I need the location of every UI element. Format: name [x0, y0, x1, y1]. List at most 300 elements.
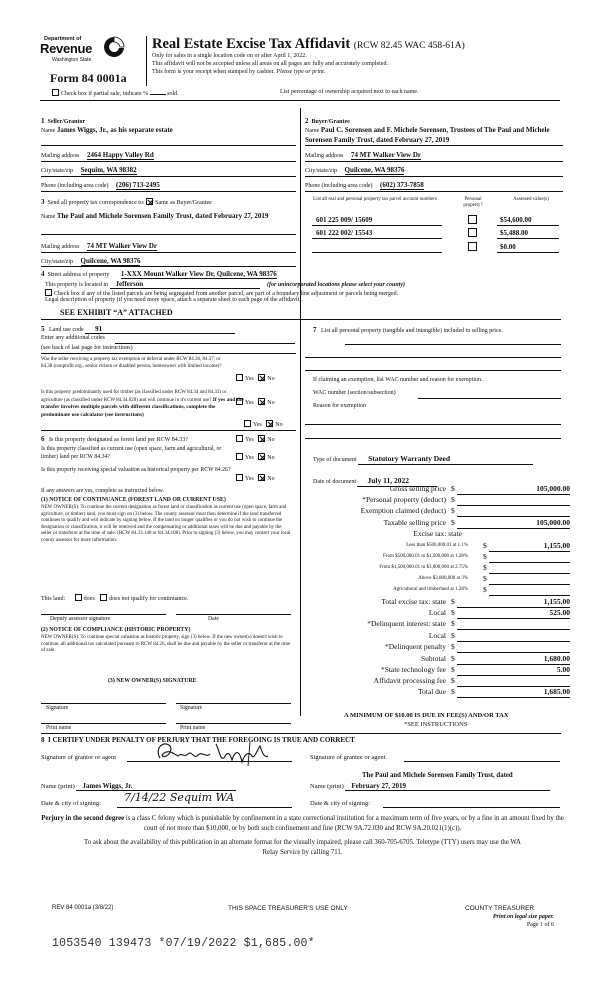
- tax-corr-name-row: [41, 212, 296, 222]
- personal-property-checkbox[interactable]: [468, 242, 477, 251]
- parcel-header-assessed: Assessed value(s): [513, 197, 549, 202]
- yes-label: Yes: [245, 455, 254, 461]
- calc-row: [305, 655, 570, 665]
- property-addr-row: [41, 270, 277, 279]
- seller-name-rule: [41, 145, 296, 146]
- perjury-text: is a class C felony which is punishable by confinement in a state correctional institution for a maximum term of five years, or by a fine in an amount fixed by the court of not more than $10,000, or by both such confinement and fine (RCW 9A.72.030 and RCW 9A.20.021(1)(c)).: [124, 815, 564, 832]
- calc-row: [305, 609, 570, 619]
- parcel-rule: [312, 238, 442, 239]
- property-loc-note: (for unincorporated locations please select your county): [267, 282, 405, 288]
- forest-no-checkbox[interactable]: [258, 435, 265, 442]
- seller-phone[interactable]: (206) 713-2495: [115, 181, 160, 189]
- dollar-sign: $: [451, 506, 455, 515]
- segregation-label: Check box if any of the listed parcels are being segregated from another parcel, are part of a boundary line adjustment or parcels being merged.: [54, 291, 399, 297]
- seller-mail-label: Mailing address: [41, 153, 80, 159]
- parcel-value[interactable]: $54,600.00: [500, 216, 532, 224]
- parcel-rule: [312, 225, 442, 226]
- seller-phone-rule: [41, 191, 296, 192]
- segregation-checkbox[interactable]: [45, 289, 52, 296]
- seller-name-row: [41, 126, 296, 135]
- buyer-city-row: [305, 166, 404, 175]
- logo-revenue: Revenue: [40, 41, 93, 56]
- grantor-date-label: Date & city of signing:: [41, 800, 101, 807]
- calc-row: [305, 575, 570, 585]
- dollar-sign: $: [451, 597, 455, 606]
- tax-corr-name[interactable]: The Paul and Michele Sorensen Family Trust, dated February 27, 2019: [56, 212, 269, 220]
- parcel-header-numbers: List all real and personal property tax parcel account numbers: [313, 197, 437, 202]
- owner-print-label: Print name: [180, 725, 206, 731]
- tax-corr-name-rule: [41, 234, 296, 235]
- calc-label: Taxable selling price: [383, 518, 446, 527]
- calc-value[interactable]: 1,685.00: [543, 687, 570, 696]
- owner-print-rule: [176, 723, 291, 724]
- personal-property-checkbox[interactable]: [468, 215, 477, 224]
- parcel-row[interactable]: 601 222 002/ 15543: [316, 229, 373, 237]
- does-qualify-checkbox[interactable]: [75, 594, 82, 601]
- land-use-label: Land use code: [49, 327, 84, 333]
- parcel-value-rule: [497, 252, 559, 253]
- partial-sale-checkbox[interactable]: [52, 89, 59, 96]
- dor-logo: [40, 36, 140, 70]
- deputy-sig-label: Deputy assessor signature: [50, 616, 111, 622]
- parcel-value-rule: [497, 225, 559, 226]
- header-note-2: This affidavit will not be accepted unless all areas on all pages are fully and accurately completed.: [152, 61, 388, 67]
- parcel-header-personal: Personal property?: [463, 197, 483, 208]
- buyer-num: 2: [305, 117, 309, 125]
- calc-label: From $500,000.01 to $1,500,000 at 1.28%: [383, 554, 468, 559]
- grantor-date-row: [41, 800, 101, 807]
- logo-swoosh-icon: [102, 36, 126, 58]
- calc-rule: [457, 528, 570, 529]
- buyer-heading: [305, 117, 350, 126]
- tax-corr-mail-rule: [41, 252, 296, 253]
- calc-label: Less than $500,000.01 at 1.1%: [406, 543, 468, 548]
- this-land-row: [41, 594, 188, 603]
- buyer-mail[interactable]: 74 MT Walker View Dr: [351, 151, 421, 159]
- exemption-deferral-question: Was the seller receiving a property tax exemption or deferral under RCW 84.36, 84.37, or 84.38 (nonprofit org., senior citizen or disabled person, homeowner with limited income)?: [41, 357, 222, 369]
- calc-label: Total excise tax: state: [381, 597, 446, 606]
- buyer-name-row: [305, 126, 563, 145]
- exemption-claim-label: If claiming an exemption, list WAC number and reason for exemption.: [313, 377, 483, 383]
- buyer-mail-row: [305, 151, 421, 160]
- calc-row: [305, 666, 570, 676]
- seller-phone-label: Phone (including area code): [41, 183, 109, 189]
- owner-sig-label: Signature: [180, 705, 203, 711]
- doc-date[interactable]: July 11, 2022: [357, 477, 437, 487]
- sec7-label-text: List all personal property (tangible and intangible) included in selling price.: [321, 328, 503, 334]
- header-divider: [146, 36, 147, 86]
- dollar-sign: $: [483, 552, 487, 561]
- wac-number-field: [418, 398, 561, 399]
- grantee-name-row: [310, 782, 550, 791]
- exemption-yes-no: [236, 374, 275, 383]
- grantee-sig-rule: [404, 761, 560, 762]
- calc-value[interactable]: 105,000.00: [536, 484, 570, 493]
- forest-yes-no: [236, 435, 275, 444]
- no-label: No: [275, 422, 283, 428]
- grantor-name[interactable]: James Wiggs, Jr.: [76, 782, 236, 791]
- dollar-sign: $: [483, 563, 487, 572]
- header-rule: [40, 100, 560, 101]
- calc-row: [305, 688, 570, 698]
- tax-corr-city-rule: [41, 266, 296, 267]
- calc-rule: [457, 641, 570, 642]
- calc-row: [305, 598, 570, 608]
- additional-codes-rule: [115, 343, 295, 344]
- calc-rule: [457, 516, 570, 517]
- calc-label: Local: [428, 631, 446, 640]
- sec7-end-rule: [41, 733, 561, 734]
- forest-question: [41, 435, 188, 444]
- calc-row: [305, 542, 570, 552]
- no-label: No: [267, 376, 275, 382]
- calc-rule: [457, 664, 570, 665]
- does-label: does: [83, 596, 95, 602]
- calc-row: [305, 643, 570, 653]
- grantee-name-line1[interactable]: The Paul and Michele Sorensen Family Trust, dated: [362, 772, 513, 779]
- historic-no-checkbox[interactable]: [258, 474, 265, 481]
- buyer-city[interactable]: Quilcene, WA 98376: [344, 166, 405, 174]
- personal-property-rule: [305, 357, 561, 358]
- timber-question-text: Is this property predominantly used for timber (as classified under RCW 84.34 and 84.33) or agriculture (as classified under RCW 84.34.020) and will continue in it's current use?: [41, 390, 227, 403]
- tax-corr-city[interactable]: Quilcene, WA 98376: [80, 257, 141, 265]
- calc-value[interactable]: 105,000.00: [536, 518, 570, 527]
- partial-sale-row: [52, 89, 179, 98]
- calc-rule: [489, 595, 570, 596]
- sec7-num: 7: [313, 326, 317, 334]
- owner-sig-label: Signature: [46, 705, 69, 711]
- grantor-signature[interactable]: [150, 738, 275, 768]
- sec8-num: 8: [41, 736, 45, 744]
- accessibility-notice: To ask about the availability of this publication in an alternate format for the visually impaired, please call 360-705-6705. Teletype (TTY) users may use the WA Relay Service by calling 711.: [84, 839, 521, 856]
- historic-yes-checkbox[interactable]: [236, 474, 243, 481]
- seller-name-label: Name: [41, 128, 56, 134]
- dollar-sign: $: [451, 518, 455, 527]
- yes-label: Yes: [245, 400, 254, 406]
- parcel-value[interactable]: $5,488.00: [500, 229, 528, 237]
- predominant-yes-checkbox[interactable]: [244, 420, 251, 427]
- grantor-date-city[interactable]: 7/14/22 Sequim WA: [124, 791, 235, 804]
- exemption-reason-field: [305, 424, 561, 425]
- property-loc-label: This property is located in: [45, 282, 108, 288]
- calc-value[interactable]: 5.00: [556, 665, 570, 674]
- no-label: No: [267, 400, 275, 406]
- form-title: [152, 36, 465, 53]
- land-use-row: [41, 325, 235, 334]
- calc-row: [305, 496, 570, 506]
- owner-sig-rule: [41, 703, 166, 704]
- tax-corr-num: 3: [41, 198, 45, 206]
- timber-yes-no-a: [236, 398, 275, 407]
- timber-question-bold: If yes and the transfer involves multiple parcels with different classifications, complete the predominate use calculator (see instructions): [41, 396, 244, 418]
- calc-label: Local: [428, 608, 446, 617]
- buyer-mail-label: Mailing address: [305, 153, 344, 159]
- form-statute: (RCW 82.45 WAC 458-61A): [353, 41, 465, 51]
- dollar-sign: $: [451, 642, 455, 651]
- yes-label: Yes: [245, 437, 254, 443]
- parcel-row[interactable]: 601 225 009/ 15609: [316, 216, 373, 224]
- partial-pct-field[interactable]: [150, 94, 166, 95]
- dollar-sign: $: [451, 619, 455, 628]
- calc-row: [305, 564, 570, 574]
- seller-mail-row: [41, 151, 154, 160]
- calc-rule: [457, 618, 570, 619]
- tax-corr-city-label: City/state/zip: [41, 259, 73, 265]
- partial-sold-label: sold.: [167, 91, 179, 97]
- revision: REV 84 0001a (3/8/22): [52, 905, 114, 911]
- doc-type-label: Type of document: [313, 457, 357, 463]
- header-note-3-italic: Please type or print.: [276, 69, 326, 75]
- grantee-name-label: Name (print): [310, 783, 344, 790]
- dollar-sign: $: [483, 585, 487, 594]
- continuance-text: NEW OWNER(S): To continue the current designation as forest land or classification as current use (open space, farm and agriculture, or timber) land, you must sign on (3) below. The county assessor must then determine if the land transferred continues to qualify and will indicate by signing below. If the land no longer qualifies or you do not wish to continue the designation or classification, it will be removed and the compensating or additional taxes will be due and payable by the seller or transferor at the time of sale. (RCW 84.33.140 or 84.34.108). Prior to signing (3) below, you may contact your local county assessor for more information.: [41, 505, 291, 543]
- grantor-name-label: Name (print): [41, 783, 75, 790]
- treasurer-stamp: 1053540 139473 *07/19/2022 $1,685.00*: [52, 937, 315, 950]
- owner-print-label: Print name: [46, 725, 72, 731]
- new-owner-sig-title: (3) NEW OWNER(S) SIGNATURE: [108, 678, 197, 684]
- sec5-rule: [41, 353, 296, 354]
- legal-desc-value[interactable]: SEE EXHIBIT “A” ATTACHED: [60, 308, 173, 317]
- personal-property-rule: [345, 344, 561, 345]
- calc-rule: [457, 652, 570, 653]
- forest-yes-checkbox[interactable]: [236, 435, 243, 442]
- calc-label: *State technology fee: [381, 665, 446, 674]
- center-divider: [300, 108, 301, 716]
- parcel-value-rule: [497, 238, 559, 239]
- form-number: Form 84 0001a: [50, 71, 127, 85]
- personal-property-checkbox[interactable]: [468, 228, 477, 237]
- tax-corr-label: Send all property tax correspondence to:: [47, 200, 145, 206]
- calc-label: Affidavit processing fee: [373, 676, 446, 685]
- seller-name[interactable]: James Wiggs, Jr., as his separate estate: [56, 126, 173, 134]
- seller-heading-text: Seller/Grantor: [47, 119, 86, 125]
- continuance-title: (1) NOTICE OF CONTINUANCE (FOREST LAND OR CURRENT USE): [41, 497, 226, 503]
- tax-corr-mail[interactable]: 74 MT Walker View Dr: [87, 242, 157, 250]
- buyer-heading-text: Buyer/Grantee: [311, 119, 350, 125]
- tax-corr-row: [41, 198, 212, 207]
- perjury-bold: Perjury in the second degree: [41, 815, 125, 822]
- exemption-reason-field: [305, 438, 561, 439]
- doc-type-row: [313, 455, 533, 465]
- deputy-sig-rule: [41, 614, 166, 615]
- calc-rule: [489, 573, 570, 574]
- property-addr-label: Street address of property: [47, 272, 110, 278]
- timber-yes-checkbox[interactable]: [236, 398, 243, 405]
- form-title-text: Real Estate Excise Tax Affidavit: [152, 36, 351, 52]
- calc-rule: [489, 562, 570, 563]
- buyer-name[interactable]: Paul C. Sorensen and F. Michele Sorensen, Trustees of The Paul and Michele Sorensen Family Trust, dated February 27, 2019: [305, 126, 550, 144]
- grantor-name-row: [41, 782, 236, 791]
- predominant-no-checkbox[interactable]: [266, 420, 273, 427]
- legal-desc-label: Legal description of property (if you need more space, attach a separate sheet to each page of the affidavit).: [45, 297, 303, 303]
- buyer-phone-row: [305, 181, 424, 190]
- owner-print-rule: [41, 723, 166, 724]
- sec6-num: 6: [41, 435, 45, 443]
- sec5-end-rule: [41, 430, 296, 431]
- calc-row: [305, 519, 570, 529]
- tax-corr-mail-row: [41, 242, 157, 251]
- buyer-city-rule: [305, 176, 563, 177]
- seller-city-rule: [41, 176, 296, 177]
- calc-row: [305, 620, 570, 630]
- no-label: No: [267, 437, 275, 443]
- wac-number-label: WAC number (section/subsection): [313, 390, 396, 396]
- tax-corr-city-row: [41, 257, 140, 266]
- buyer-city-label: City/state/zip: [305, 168, 337, 174]
- seller-city[interactable]: Sequim, WA 98382: [80, 166, 137, 174]
- buyer-name-rule: [305, 145, 563, 146]
- does-not-qualify-label: does not qualify for continuance.: [109, 596, 189, 602]
- compliance-title: (2) NOTICE OF COMPLIANCE (HISTORIC PROPERTY): [41, 627, 191, 633]
- additional-codes-label: Enter any additional codes: [41, 335, 105, 341]
- sec5-num: 5: [41, 325, 45, 333]
- header-note-3: [152, 69, 325, 76]
- calc-row: [305, 677, 570, 687]
- no-label: No: [267, 455, 275, 461]
- yes-label: Yes: [245, 376, 254, 382]
- current-use-yes-checkbox[interactable]: [236, 453, 243, 460]
- same-as-buyer-label: Same as Buyer/Grantee: [155, 200, 212, 206]
- dollar-sign: $: [483, 574, 487, 583]
- dollar-sign: $: [451, 495, 455, 504]
- owner-sig-rule: [176, 703, 291, 704]
- property-addr[interactable]: 1-XXX Mount Walker View Dr, Quilcene, WA 98376: [120, 270, 277, 278]
- seller-mail[interactable]: 2464 Happy Valley Rd: [87, 151, 154, 159]
- calc-rule: [457, 629, 570, 630]
- buyer-phone[interactable]: (602) 373-7858: [379, 181, 424, 189]
- buyer-mail-rule: [305, 161, 563, 162]
- historic-yes-no: [236, 474, 275, 483]
- seller-phone-row: [41, 181, 160, 190]
- calc-value[interactable]: 525.00: [549, 608, 570, 617]
- yes-label: Yes: [253, 422, 262, 428]
- see-instructions: *SEE INSTRUCTIONS: [404, 721, 468, 728]
- calc-value[interactable]: 1,680.00: [543, 654, 570, 663]
- seller-num: 1: [41, 117, 45, 125]
- historic-question: Is this property receiving special valuation as historical property per RCW 84.26?: [41, 467, 231, 473]
- property-num: 4: [41, 270, 45, 278]
- calc-label: Total due: [417, 687, 446, 696]
- header-note-1: Only for sales in a single location code on or after April 1, 2022.: [152, 53, 307, 59]
- calc-label: Subtotal: [420, 654, 446, 663]
- current-use-yes-no: [236, 453, 275, 462]
- land-use-code[interactable]: 91: [85, 325, 235, 334]
- calc-rule: [457, 675, 570, 676]
- complete-instructions: If any answers are yes, complete as instructed below.: [41, 488, 164, 494]
- ownership-note: List percentage of ownership acquired next to each name.: [280, 89, 419, 95]
- same-as-buyer-checkbox[interactable]: [146, 198, 153, 205]
- logo-dept: Department of: [44, 36, 82, 42]
- calc-label: From $1,500,000.01 to $3,000,000 at 2.75%: [379, 565, 468, 570]
- county-treasurer: COUNTY TREASURER: [465, 905, 535, 912]
- calc-value[interactable]: 1,155.00: [543, 541, 570, 550]
- grantee-sig-label: Signature of grantee or agent: [310, 754, 386, 761]
- dollar-sign: $: [451, 687, 455, 696]
- calc-label: *Personal property (deduct): [362, 495, 446, 504]
- calc-label: Agricultural and timberland at 1.28%: [393, 587, 468, 592]
- calc-rule: [457, 505, 570, 506]
- current-use-question: Is this property classified as current use (open space, farm and agricultural, or timber) land per RCW 84.34?: [41, 446, 222, 460]
- dollar-sign: $: [451, 676, 455, 685]
- buyer-phone-label: Phone (including area code): [305, 183, 373, 189]
- doc-type[interactable]: Statutory Warranty Deed: [358, 455, 533, 465]
- property-county[interactable]: Jefferson: [110, 280, 260, 289]
- tax-corr-mail-label: Mailing address: [41, 244, 80, 250]
- personal-property-label: [313, 325, 561, 337]
- property-loc-row: [45, 280, 405, 289]
- seller-heading: [41, 117, 85, 126]
- additional-codes-hint: (see back of last page for instructions): [41, 345, 133, 351]
- calc-label: *Delinquent interest: state: [367, 619, 446, 628]
- forest-question-text: Is this property designated as forest land per RCW 84.33?: [49, 437, 188, 443]
- calc-row: [305, 530, 570, 540]
- dollar-sign: $: [451, 665, 455, 674]
- this-land-label: This land:: [41, 596, 66, 602]
- certification-text: I CERTIFY UNDER PENALTY OF PERJURY THAT THE FOREGOING IS TRUE AND CORRECT: [48, 736, 355, 744]
- legal-rule: [41, 319, 561, 320]
- calc-row: [305, 586, 570, 596]
- calc-rule: [489, 551, 570, 552]
- dollar-sign: $: [451, 654, 455, 663]
- calc-row: [305, 632, 570, 642]
- exemption-yes-checkbox[interactable]: [236, 374, 243, 381]
- calc-label: Excise tax: state: [413, 529, 462, 538]
- timber-no-checkbox[interactable]: [258, 398, 265, 405]
- yes-label: Yes: [245, 476, 254, 482]
- legal-paper-note: Print on legal size paper.: [492, 914, 554, 920]
- logo-state: Washington State: [52, 57, 92, 63]
- dollar-sign: $: [451, 484, 455, 493]
- calc-rule: [489, 584, 570, 585]
- deputy-date-rule: [176, 614, 291, 615]
- calc-rule: [457, 697, 570, 698]
- exemption-no-checkbox[interactable]: [258, 374, 265, 381]
- grantee-date-label: Date & city of signing:: [310, 800, 370, 807]
- calc-value[interactable]: 1,155.00: [543, 597, 570, 606]
- header-note-3-text: This form is your receipt when stamped by cashier.: [152, 69, 275, 75]
- seller-mail-rule: [41, 161, 296, 162]
- treasurer-space: THIS SPACE TREASURER'S USE ONLY: [228, 905, 348, 912]
- calc-label: Exemption claimed (deduct): [360, 506, 446, 515]
- compliance-text: NEW OWNER(S): To continue special valuation as historic property, sign (3) below. If the new owner(s) doesn't wish to continue, all additional tax calculated pursuant to RCW 84.26, shall be due and payable by the seller or transferor at the time of sale.: [41, 635, 291, 654]
- does-not-qualify-checkbox[interactable]: [100, 594, 107, 601]
- calc-label: Gross selling price: [389, 484, 446, 493]
- parcel-value[interactable]: $0.00: [500, 243, 516, 251]
- deputy-date-label: Date: [208, 616, 219, 622]
- calc-label: *Delinquent penalty: [384, 642, 446, 651]
- predominant-yes-no: [244, 420, 283, 429]
- grantor-date-rule: [117, 807, 292, 808]
- parcel-rule: [312, 252, 442, 253]
- dollar-sign: $: [451, 631, 455, 640]
- grantee-name[interactable]: February 27, 2019: [345, 782, 550, 791]
- page-number: Page 1 of 6: [526, 922, 554, 928]
- calc-label: Above $3,000,000 at 3%: [418, 576, 468, 581]
- grantee-date-rule: [383, 807, 560, 808]
- calc-row: [305, 485, 570, 495]
- buyer-name-label: Name: [305, 128, 320, 134]
- calc-rule: [457, 494, 570, 495]
- dollar-sign: $: [451, 608, 455, 617]
- grantor-sig-label: Signature of grantor or agent: [41, 754, 117, 761]
- tax-corr-name-label: Name: [41, 214, 56, 220]
- seller-city-label: City/state/zip: [41, 168, 73, 174]
- no-label: No: [267, 476, 275, 482]
- timber-question: [41, 390, 246, 419]
- exemption-reason-label: Reason for exemption: [313, 403, 366, 409]
- current-use-no-checkbox[interactable]: [258, 453, 265, 460]
- personal-property-rule: [305, 370, 561, 371]
